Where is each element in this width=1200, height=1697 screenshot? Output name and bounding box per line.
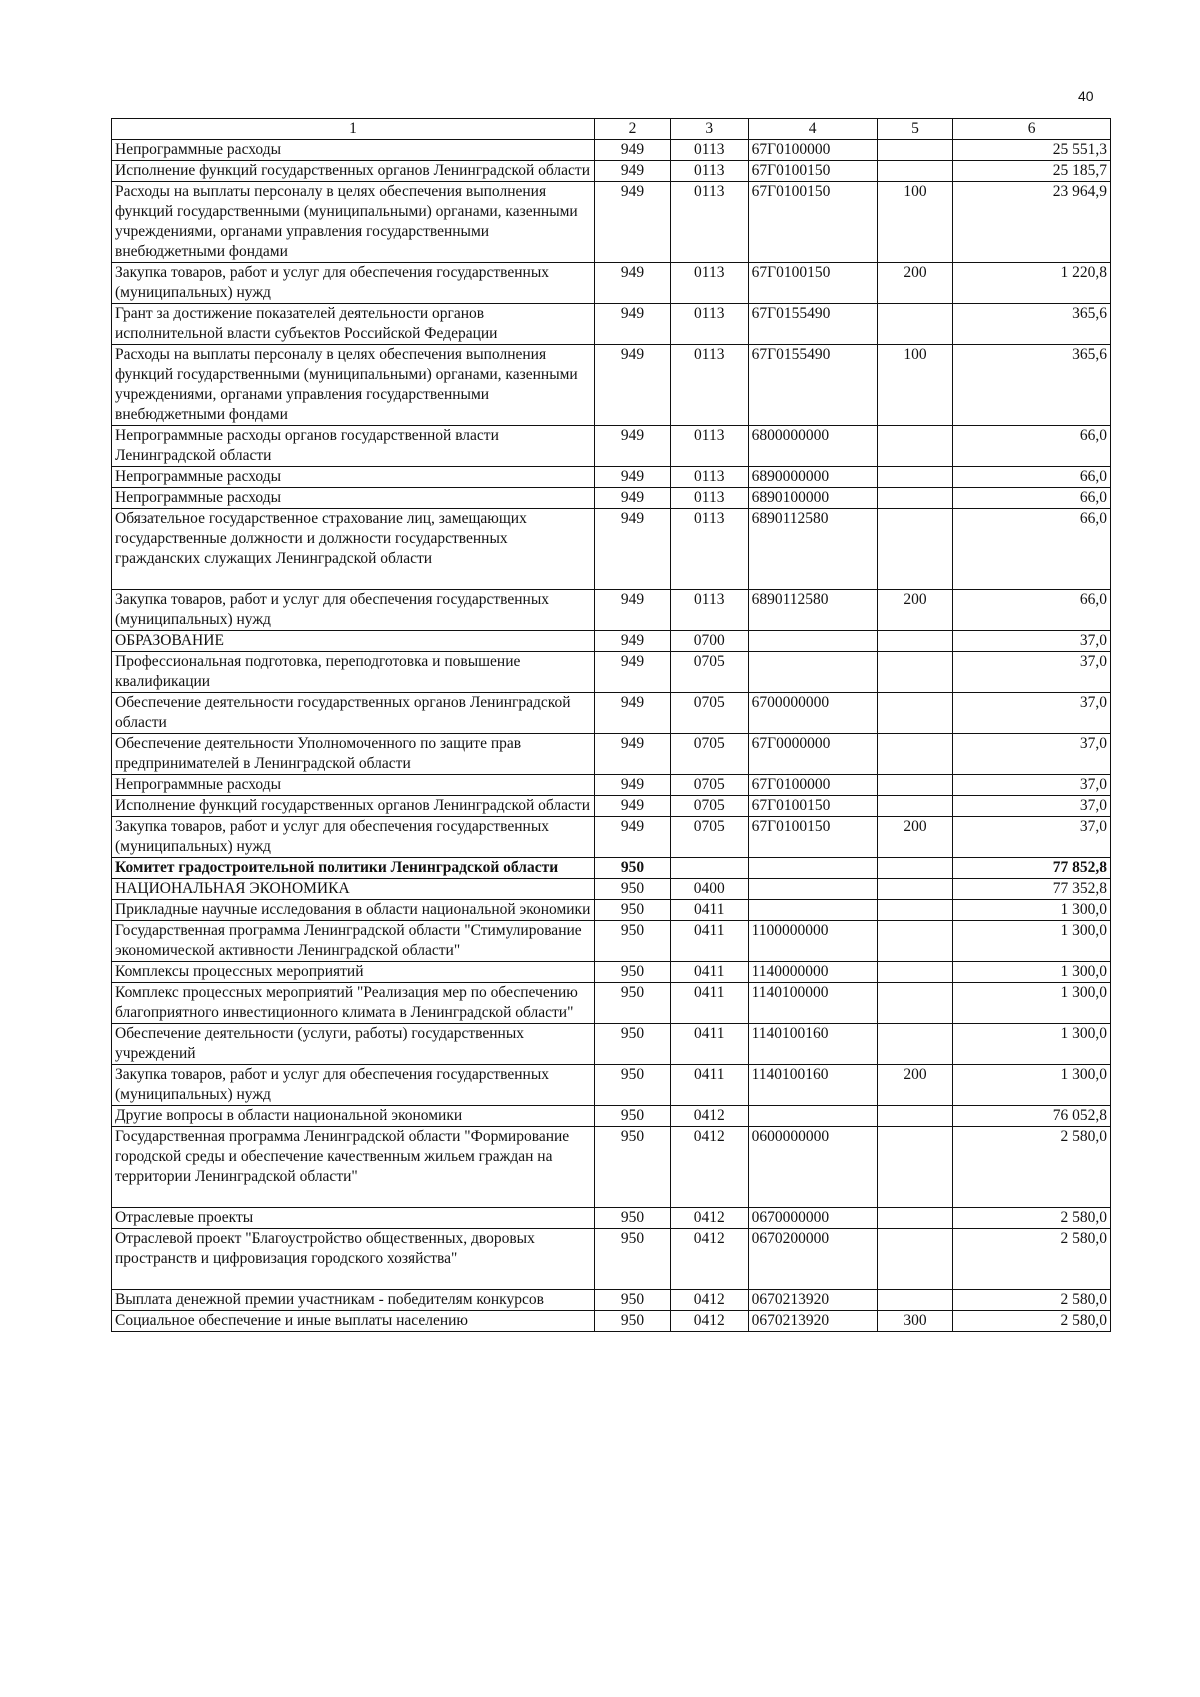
row-section-code: 0411: [670, 1024, 748, 1065]
row-type-code: [877, 488, 953, 509]
row-section-code: 0411: [670, 921, 748, 962]
row-amount: 66,0: [953, 509, 1111, 590]
row-amount: 37,0: [953, 796, 1111, 817]
row-name-cell: Непрограммные расходы: [112, 488, 595, 509]
row-type-code: [877, 161, 953, 182]
table-row: [112, 1311, 1111, 1332]
row-name-cell: Закупка товаров, работ и услуг для обеспечения государственных (муниципальных) нужд: [112, 817, 595, 858]
row-admin-code: 949: [595, 734, 671, 775]
table-row: [112, 467, 1111, 488]
row-type-code: [877, 140, 953, 161]
row-name-cell: Комплексы процессных мероприятий: [112, 962, 595, 983]
row-admin-code: 949: [595, 693, 671, 734]
row-section-code: 0411: [670, 962, 748, 983]
row-type-code: [877, 1106, 953, 1127]
row-type-code: [877, 467, 953, 488]
row-admin-code: 949: [595, 161, 671, 182]
row-target-code: 67Г0100150: [748, 796, 877, 817]
budget-table: [111, 118, 1111, 1332]
row-admin-code: 950: [595, 879, 671, 900]
table-row: [112, 509, 1111, 590]
row-target-code: 0600000000: [748, 1127, 877, 1208]
row-admin-code: 950: [595, 1106, 671, 1127]
table-row: [112, 817, 1111, 858]
row-amount: 66,0: [953, 467, 1111, 488]
table-row: [112, 1024, 1111, 1065]
table-row: [112, 263, 1111, 304]
row-target-code: [748, 858, 877, 879]
row-target-code: 6890112580: [748, 590, 877, 631]
table-row: [112, 652, 1111, 693]
row-amount: 2 580,0: [953, 1290, 1111, 1311]
header-col-6: 6: [953, 119, 1111, 140]
row-name-cell: Непрограммные расходы: [112, 775, 595, 796]
row-type-code: [877, 1229, 953, 1290]
row-target-code: 6700000000: [748, 693, 877, 734]
header-col-3: 3: [670, 119, 748, 140]
header-col-4: 4: [748, 119, 877, 140]
row-admin-code: 950: [595, 900, 671, 921]
row-amount: 365,6: [953, 304, 1111, 345]
row-admin-code: 950: [595, 1208, 671, 1229]
row-type-code: [877, 962, 953, 983]
row-section-code: 0412: [670, 1311, 748, 1332]
row-admin-code: 949: [595, 652, 671, 693]
row-name-cell: Обеспечение деятельности государственных органов Ленинградской области: [112, 693, 595, 734]
row-section-code: 0400: [670, 879, 748, 900]
row-target-code: 6800000000: [748, 426, 877, 467]
row-section-code: 0113: [670, 304, 748, 345]
row-name-cell: Грант за достижение показателей деятельности органов исполнительной власти субъектов Российской Федерации: [112, 304, 595, 345]
row-admin-code: 949: [595, 775, 671, 796]
row-admin-code: 949: [595, 590, 671, 631]
row-name-cell: Государственная программа Ленинградской области "Стимулирование экономической активности Ленинградской области": [112, 921, 595, 962]
row-section-code: 0113: [670, 590, 748, 631]
row-name-cell: ОБРАЗОВАНИЕ: [112, 631, 595, 652]
row-type-code: [877, 796, 953, 817]
row-admin-code: 949: [595, 509, 671, 590]
row-section-code: 0412: [670, 1127, 748, 1208]
row-section-code: 0113: [670, 263, 748, 304]
row-section-code: 0705: [670, 817, 748, 858]
row-section-code: 0113: [670, 509, 748, 590]
row-section-code: 0705: [670, 796, 748, 817]
row-amount: 37,0: [953, 817, 1111, 858]
row-section-code: 0113: [670, 161, 748, 182]
table-row: [112, 796, 1111, 817]
table-row: [112, 1290, 1111, 1311]
row-admin-code: 950: [595, 921, 671, 962]
row-admin-code: 949: [595, 426, 671, 467]
row-admin-code: 949: [595, 304, 671, 345]
row-name-cell: Государственная программа Ленинградской области "Формирование городской среды и обеспечение качественным жильем граждан на территории Ленинградской области": [112, 1127, 595, 1208]
row-target-code: 67Г0100000: [748, 775, 877, 796]
row-admin-code: 949: [595, 345, 671, 426]
row-name-cell: Комплекс процессных мероприятий "Реализация мер по обеспечению благоприятного инвестиционного климата в Ленинградской области": [112, 983, 595, 1024]
row-target-code: 67Г0155490: [748, 345, 877, 426]
row-amount: 77 852,8: [953, 858, 1111, 879]
row-target-code: 67Г0100150: [748, 263, 877, 304]
row-admin-code: 949: [595, 817, 671, 858]
row-name-cell: Расходы на выплаты персоналу в целях обеспечения выполнения функций государственными (муниципальными) органами, казенными учреждениями, органами управления государственными внебюджетными фондами: [112, 345, 595, 426]
header-col-2: 2: [595, 119, 671, 140]
table-row: [112, 1229, 1111, 1290]
row-amount: 2 580,0: [953, 1311, 1111, 1332]
row-admin-code: 950: [595, 1024, 671, 1065]
header-col-5: 5: [877, 119, 953, 140]
row-target-code: 67Г0100150: [748, 161, 877, 182]
row-target-code: 1140000000: [748, 962, 877, 983]
row-type-code: [877, 775, 953, 796]
row-admin-code: 950: [595, 983, 671, 1024]
row-admin-code: 950: [595, 858, 671, 879]
row-section-code: 0412: [670, 1106, 748, 1127]
row-name-cell: Отраслевые проекты: [112, 1208, 595, 1229]
row-target-code: 1100000000: [748, 921, 877, 962]
row-section-code: 0113: [670, 140, 748, 161]
row-target-code: [748, 900, 877, 921]
row-admin-code: 949: [595, 631, 671, 652]
row-name-cell: Другие вопросы в области национальной экономики: [112, 1106, 595, 1127]
row-amount: 76 052,8: [953, 1106, 1111, 1127]
row-name-cell: Закупка товаров, работ и услуг для обеспечения государственных (муниципальных) нужд: [112, 263, 595, 304]
row-section-code: 0412: [670, 1229, 748, 1290]
row-amount: 77 352,8: [953, 879, 1111, 900]
row-type-code: [877, 1024, 953, 1065]
table-row: [112, 488, 1111, 509]
table-row: [112, 693, 1111, 734]
row-amount: 37,0: [953, 631, 1111, 652]
row-name-cell: Отраслевой проект "Благоустройство общественных, дворовых пространств и цифровизация городского хозяйства": [112, 1229, 595, 1290]
row-target-code: 0670000000: [748, 1208, 877, 1229]
header-row: [112, 119, 1111, 140]
row-section-code: 0411: [670, 983, 748, 1024]
row-admin-code: 949: [595, 140, 671, 161]
row-section-code: 0113: [670, 467, 748, 488]
row-admin-code: 950: [595, 1229, 671, 1290]
row-name-cell: Закупка товаров, работ и услуг для обеспечения государственных (муниципальных) нужд: [112, 1065, 595, 1106]
row-admin-code: 949: [595, 263, 671, 304]
table-row: [112, 879, 1111, 900]
table-row: [112, 161, 1111, 182]
row-admin-code: 949: [595, 796, 671, 817]
row-type-code: 100: [877, 182, 953, 263]
row-amount: 1 300,0: [953, 962, 1111, 983]
row-type-code: [877, 426, 953, 467]
row-type-code: [877, 983, 953, 1024]
row-section-code: 0705: [670, 652, 748, 693]
row-name-cell: Профессиональная подготовка, переподготовка и повышение квалификации: [112, 652, 595, 693]
table-row: [112, 1065, 1111, 1106]
row-section-code: 0113: [670, 426, 748, 467]
row-type-code: [877, 921, 953, 962]
row-type-code: [877, 734, 953, 775]
row-name-cell: Непрограммные расходы: [112, 140, 595, 161]
row-type-code: 200: [877, 263, 953, 304]
row-name-cell: Непрограммные расходы: [112, 467, 595, 488]
row-amount: 66,0: [953, 426, 1111, 467]
table-row: [112, 921, 1111, 962]
row-amount: 2 580,0: [953, 1208, 1111, 1229]
row-target-code: [748, 631, 877, 652]
row-section-code: 0700: [670, 631, 748, 652]
row-section-code: 0411: [670, 900, 748, 921]
row-section-code: 0411: [670, 1065, 748, 1106]
row-amount: 365,6: [953, 345, 1111, 426]
table-row: [112, 1208, 1111, 1229]
row-target-code: 67Г0100150: [748, 182, 877, 263]
row-name-cell: Комитет градостроительной политики Ленинградской области: [112, 858, 595, 879]
row-name-cell: Социальное обеспечение и иные выплаты населению: [112, 1311, 595, 1332]
row-section-code: [670, 858, 748, 879]
table-row: [112, 426, 1111, 467]
row-amount: 23 964,9: [953, 182, 1111, 263]
row-name-cell: Прикладные научные исследования в области национальной экономики: [112, 900, 595, 921]
row-type-code: 100: [877, 345, 953, 426]
row-amount: 25 185,7: [953, 161, 1111, 182]
row-section-code: 0705: [670, 775, 748, 796]
row-target-code: 0670213920: [748, 1290, 877, 1311]
table-row: [112, 590, 1111, 631]
row-amount: 37,0: [953, 775, 1111, 796]
table-row: [112, 1127, 1111, 1208]
row-amount: 1 300,0: [953, 900, 1111, 921]
row-type-code: [877, 693, 953, 734]
table-row: [112, 900, 1111, 921]
table-row: [112, 983, 1111, 1024]
table-row: [112, 631, 1111, 652]
row-section-code: 0113: [670, 345, 748, 426]
row-section-code: 0412: [670, 1290, 748, 1311]
row-amount: 1 300,0: [953, 921, 1111, 962]
row-admin-code: 950: [595, 1127, 671, 1208]
row-name-cell: Исполнение функций государственных органов Ленинградской области: [112, 796, 595, 817]
row-amount: 1 300,0: [953, 1024, 1111, 1065]
row-type-code: [877, 652, 953, 693]
row-target-code: 1140100000: [748, 983, 877, 1024]
header-col-1: 1: [112, 119, 595, 140]
row-type-code: [877, 879, 953, 900]
page-number: 40: [1078, 88, 1094, 104]
row-amount: 1 220,8: [953, 263, 1111, 304]
table-row: [112, 775, 1111, 796]
row-target-code: 67Г0100150: [748, 817, 877, 858]
row-amount: 37,0: [953, 652, 1111, 693]
row-amount: 37,0: [953, 693, 1111, 734]
row-target-code: [748, 879, 877, 900]
row-target-code: 6890000000: [748, 467, 877, 488]
row-name-cell: НАЦИОНАЛЬНАЯ ЭКОНОМИКА: [112, 879, 595, 900]
row-section-code: 0412: [670, 1208, 748, 1229]
row-target-code: 0670200000: [748, 1229, 877, 1290]
row-section-code: 0705: [670, 734, 748, 775]
row-target-code: 67Г0155490: [748, 304, 877, 345]
row-type-code: [877, 1290, 953, 1311]
row-section-code: 0705: [670, 693, 748, 734]
row-amount: 25 551,3: [953, 140, 1111, 161]
row-admin-code: 950: [595, 962, 671, 983]
row-amount: 2 580,0: [953, 1229, 1111, 1290]
row-type-code: 200: [877, 817, 953, 858]
row-admin-code: 949: [595, 467, 671, 488]
row-type-code: [877, 304, 953, 345]
row-target-code: 67Г0000000: [748, 734, 877, 775]
row-type-code: [877, 631, 953, 652]
row-name-cell: Обеспечение деятельности (услуги, работы) государственных учреждений: [112, 1024, 595, 1065]
row-type-code: [877, 858, 953, 879]
row-admin-code: 949: [595, 182, 671, 263]
row-type-code: 200: [877, 1065, 953, 1106]
table-row: [112, 304, 1111, 345]
row-name-cell: Исполнение функций государственных органов Ленинградской области: [112, 161, 595, 182]
row-name-cell: Обеспечение деятельности Уполномоченного по защите прав предпринимателей в Ленинградской области: [112, 734, 595, 775]
row-type-code: 200: [877, 590, 953, 631]
row-type-code: 300: [877, 1311, 953, 1332]
row-type-code: [877, 900, 953, 921]
row-target-code: 6890112580: [748, 509, 877, 590]
row-admin-code: 950: [595, 1311, 671, 1332]
row-target-code: 6890100000: [748, 488, 877, 509]
row-type-code: [877, 1127, 953, 1208]
row-name-cell: Выплата денежной премии участникам - победителям конкурсов: [112, 1290, 595, 1311]
table-row: [112, 140, 1111, 161]
table-row: [112, 734, 1111, 775]
table-row: [112, 962, 1111, 983]
row-target-code: 0670213920: [748, 1311, 877, 1332]
row-admin-code: 950: [595, 1065, 671, 1106]
row-type-code: [877, 1208, 953, 1229]
row-target-code: 67Г0100000: [748, 140, 877, 161]
row-type-code: [877, 509, 953, 590]
row-admin-code: 950: [595, 1290, 671, 1311]
table-row: [112, 182, 1111, 263]
table-row: [112, 1106, 1111, 1127]
row-amount: 66,0: [953, 590, 1111, 631]
row-amount: 1 300,0: [953, 1065, 1111, 1106]
row-name-cell: Обязательное государственное страхование лиц, замещающих государственные должности и должности государственных гражданских служащих Ленинградской области: [112, 509, 595, 590]
table-row: [112, 858, 1111, 879]
row-name-cell: Расходы на выплаты персоналу в целях обеспечения выполнения функций государственными (муниципальными) органами, казенными учреждениями, органами управления государственными внебюджетными фондами: [112, 182, 595, 263]
row-name-cell: Закупка товаров, работ и услуг для обеспечения государственных (муниципальных) нужд: [112, 590, 595, 631]
row-section-code: 0113: [670, 182, 748, 263]
row-section-code: 0113: [670, 488, 748, 509]
row-target-code: 1140100160: [748, 1024, 877, 1065]
row-amount: 2 580,0: [953, 1127, 1111, 1208]
row-amount: 1 300,0: [953, 983, 1111, 1024]
row-target-code: [748, 652, 877, 693]
row-amount: 37,0: [953, 734, 1111, 775]
row-admin-code: 949: [595, 488, 671, 509]
row-amount: 66,0: [953, 488, 1111, 509]
row-target-code: [748, 1106, 877, 1127]
row-name-cell: Непрограммные расходы органов государственной власти Ленинградской области: [112, 426, 595, 467]
table-row: [112, 345, 1111, 426]
row-target-code: 1140100160: [748, 1065, 877, 1106]
